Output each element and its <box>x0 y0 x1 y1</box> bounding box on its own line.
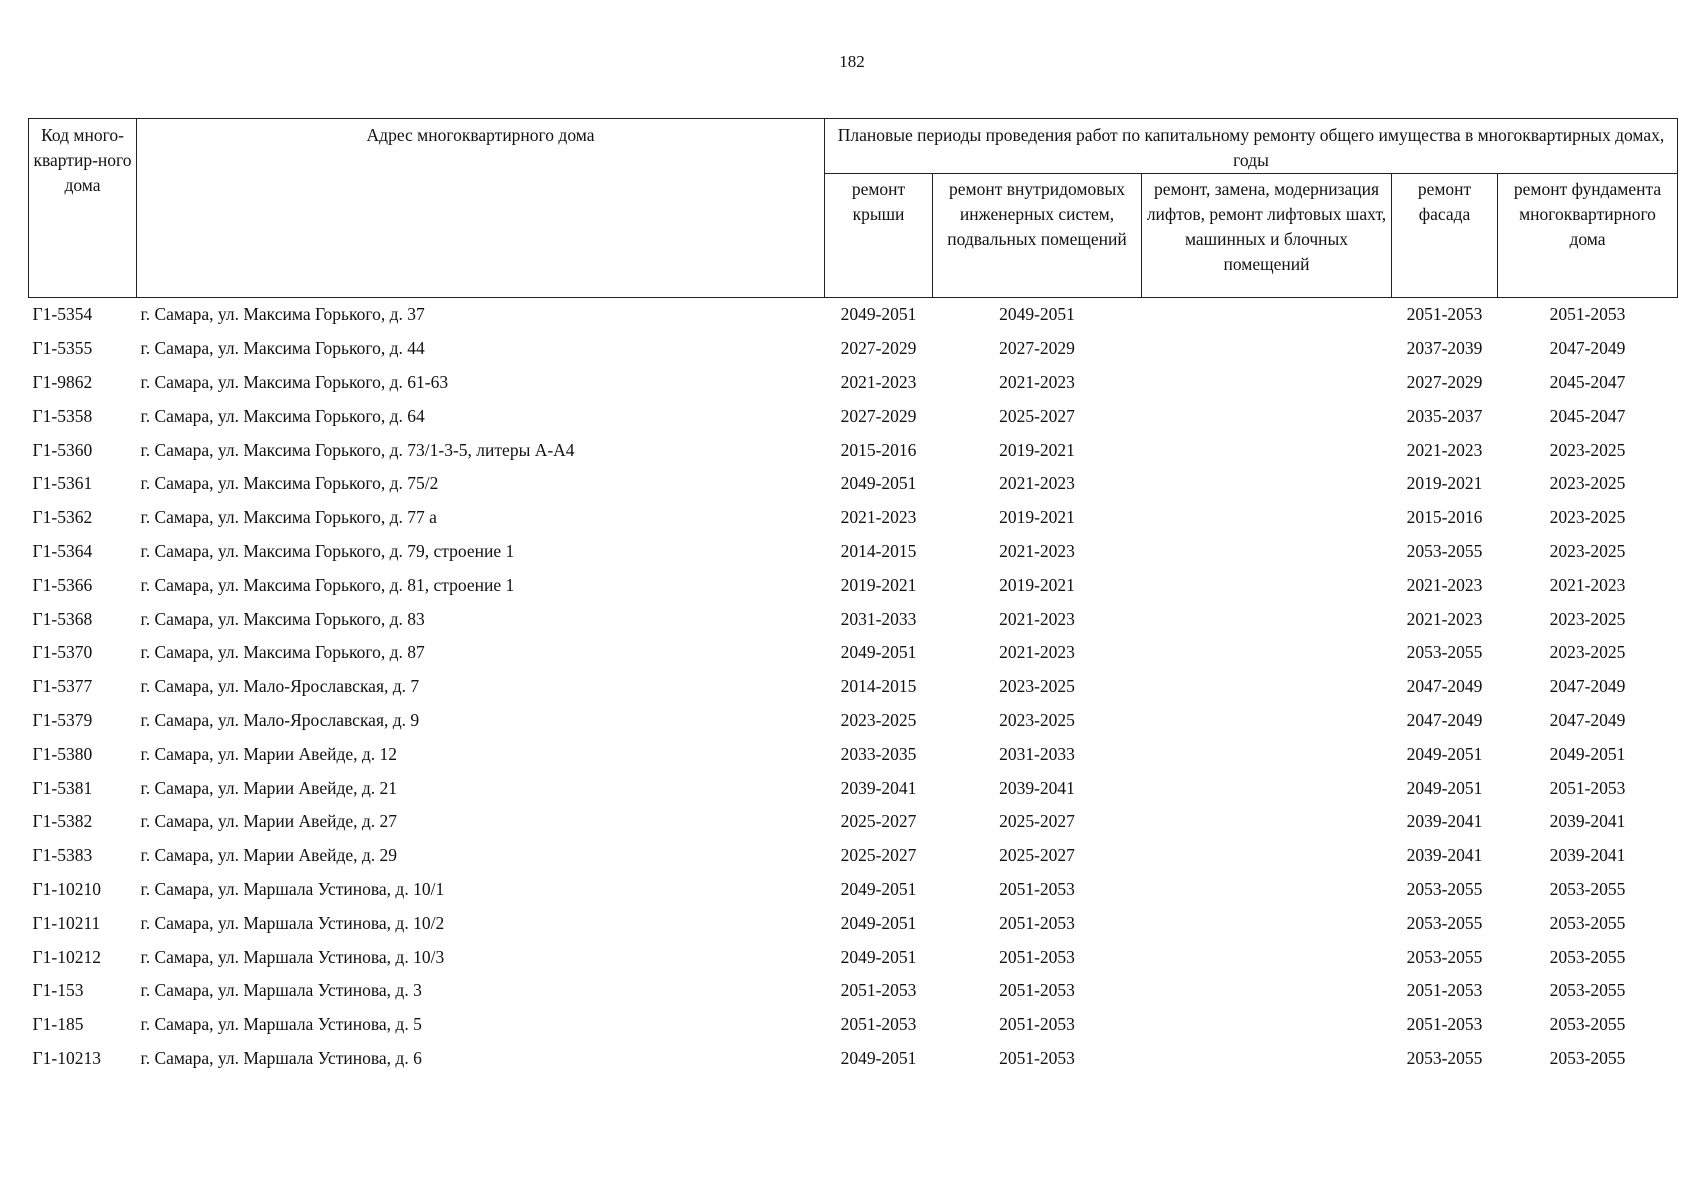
table-row <box>29 771 1678 805</box>
cell-address: г. Самара, ул. Марии Авейде, д. 12 <box>140 743 398 764</box>
cell-roof: 2049-2051 <box>840 912 917 933</box>
cell-elevators <box>1142 670 1392 704</box>
table-row <box>29 535 1678 569</box>
cell-roof: 2019-2021 <box>840 574 917 595</box>
cell-foundation: 2023-2025 <box>1549 507 1626 528</box>
cell-engineering: 2051-2053 <box>999 878 1075 899</box>
cell-roof: 2021-2023 <box>840 507 917 528</box>
cell-elevators <box>1142 906 1392 940</box>
cell-elevators <box>1142 366 1392 400</box>
cell-facade: 2021-2023 <box>1406 439 1483 460</box>
table-row <box>29 704 1678 738</box>
cell-roof: 2021-2023 <box>840 371 917 392</box>
cell-code: Г1-5380 <box>32 743 93 764</box>
cell-elevators <box>1142 771 1392 805</box>
cell-roof: 2025-2027 <box>840 845 917 866</box>
cell-code: Г1-5355 <box>32 338 93 359</box>
cell-elevators <box>1142 839 1392 873</box>
cell-address: г. Самара, ул. Максима Горького, д. 83 <box>140 608 425 629</box>
cell-address: г. Самара, ул. Максима Горького, д. 64 <box>140 405 425 426</box>
cell-elevators <box>1142 332 1392 366</box>
cell-address: г. Самара, ул. Маршала Устинова, д. 10/2 <box>140 912 445 933</box>
cell-code: Г1-5354 <box>32 304 93 325</box>
cell-foundation: 2051-2053 <box>1549 304 1626 325</box>
cell-engineering: 2021-2023 <box>999 540 1075 561</box>
table-row <box>29 670 1678 704</box>
cell-facade: 2021-2023 <box>1406 574 1483 595</box>
cell-code: Г1-5368 <box>32 608 93 629</box>
table-row <box>29 332 1678 366</box>
cell-roof: 2027-2029 <box>840 338 917 359</box>
cell-elevators <box>1142 805 1392 839</box>
cell-roof: 2033-2035 <box>840 743 917 764</box>
cell-engineering: 2023-2025 <box>999 676 1075 697</box>
header-code: Код много-квартир-ного дома <box>29 119 137 298</box>
cell-address: г. Самара, ул. Максима Горького, д. 79, строение 1 <box>140 540 515 561</box>
cell-engineering: 2039-2041 <box>999 777 1075 798</box>
header-roof: ремонт крыши <box>825 174 933 298</box>
cell-foundation: 2049-2051 <box>1549 743 1626 764</box>
cell-elevators <box>1142 704 1392 738</box>
cell-foundation: 2039-2041 <box>1549 845 1626 866</box>
cell-roof: 2031-2033 <box>840 608 917 629</box>
table-row <box>29 568 1678 602</box>
table-row <box>29 940 1678 974</box>
cell-engineering: 2019-2021 <box>999 574 1075 595</box>
cell-code: Г1-5382 <box>32 811 93 832</box>
cell-foundation: 2051-2053 <box>1549 777 1626 798</box>
table-row <box>29 737 1678 771</box>
cell-facade: 2053-2055 <box>1406 912 1483 933</box>
cell-address: г. Самара, ул. Маршала Устинова, д. 10/3 <box>140 946 445 967</box>
cell-code: Г1-10210 <box>32 878 101 899</box>
cell-facade: 2053-2055 <box>1406 878 1483 899</box>
cell-engineering: 2023-2025 <box>999 709 1075 730</box>
cell-code: Г1-5381 <box>32 777 93 798</box>
table-row <box>29 399 1678 433</box>
cell-engineering: 2051-2053 <box>999 912 1075 933</box>
cell-address: г. Самара, ул. Мало-Ярославская, д. 7 <box>140 676 420 697</box>
cell-roof: 2027-2029 <box>840 405 917 426</box>
cell-code: Г1-5366 <box>32 574 93 595</box>
table-row <box>29 467 1678 501</box>
cell-address: г. Самара, ул. Максима Горького, д. 75/2 <box>140 473 439 494</box>
cell-engineering: 2051-2053 <box>999 946 1075 967</box>
cell-elevators <box>1142 467 1392 501</box>
cell-roof: 2039-2041 <box>840 777 917 798</box>
cell-foundation: 2047-2049 <box>1549 338 1626 359</box>
cell-engineering: 2031-2033 <box>999 743 1075 764</box>
cell-roof: 2049-2051 <box>840 878 917 899</box>
cell-roof: 2049-2051 <box>840 473 917 494</box>
header-engineering: ремонт внутридомовых инженерных систем, подвальных помещений <box>933 174 1142 298</box>
table-row <box>29 366 1678 400</box>
cell-elevators <box>1142 873 1392 907</box>
cell-foundation: 2053-2055 <box>1549 1014 1626 1035</box>
cell-code: Г1-5383 <box>32 845 93 866</box>
cell-facade: 2051-2053 <box>1406 304 1483 325</box>
cell-facade: 2053-2055 <box>1406 946 1483 967</box>
cell-roof: 2025-2027 <box>840 811 917 832</box>
table-row <box>29 602 1678 636</box>
cell-address: г. Самара, ул. Максима Горького, д. 87 <box>140 642 425 663</box>
cell-roof: 2049-2051 <box>840 946 917 967</box>
cell-facade: 2035-2037 <box>1406 405 1483 426</box>
cell-foundation: 2053-2055 <box>1549 912 1626 933</box>
cell-foundation: 2045-2047 <box>1549 405 1626 426</box>
cell-engineering: 2021-2023 <box>999 473 1075 494</box>
header-periods: Плановые периоды проведения работ по капитальному ремонту общего имущества в многоквартирных домах, годы <box>825 119 1678 174</box>
cell-address: г. Самара, ул. Марии Авейде, д. 27 <box>140 811 398 832</box>
cell-code: Г1-5364 <box>32 540 93 561</box>
cell-engineering: 2051-2053 <box>999 980 1075 1001</box>
cell-engineering: 2049-2051 <box>999 304 1075 325</box>
cell-elevators <box>1142 1008 1392 1042</box>
cell-facade: 2039-2041 <box>1406 845 1483 866</box>
cell-facade: 2047-2049 <box>1406 676 1483 697</box>
cell-address: г. Самара, ул. Марии Авейде, д. 21 <box>140 777 398 798</box>
cell-code: Г1-5370 <box>32 642 93 663</box>
cell-address: г. Самара, ул. Маршала Устинова, д. 5 <box>140 1014 422 1035</box>
cell-address: г. Самара, ул. Максима Горького, д. 81, строение 1 <box>140 574 515 595</box>
cell-foundation: 2045-2047 <box>1549 371 1626 392</box>
cell-roof: 2023-2025 <box>840 709 917 730</box>
table-row <box>29 839 1678 873</box>
cell-code: Г1-9862 <box>32 371 93 392</box>
table-row <box>29 873 1678 907</box>
cell-elevators <box>1142 399 1392 433</box>
cell-elevators <box>1142 602 1392 636</box>
cell-elevators <box>1142 433 1392 467</box>
cell-address: г. Самара, ул. Марии Авейде, д. 29 <box>140 845 398 866</box>
table-row <box>29 636 1678 670</box>
cell-engineering: 2051-2053 <box>999 1047 1075 1068</box>
cell-facade: 2051-2053 <box>1406 980 1483 1001</box>
cell-code: Г1-5362 <box>32 507 93 528</box>
table-row <box>29 433 1678 467</box>
table-body <box>29 298 1678 1076</box>
cell-elevators <box>1142 974 1392 1008</box>
cell-engineering: 2051-2053 <box>999 1014 1075 1035</box>
cell-address: г. Самара, ул. Маршала Устинова, д. 10/1 <box>140 878 445 899</box>
cell-roof: 2051-2053 <box>840 980 917 1001</box>
cell-address: г. Самара, ул. Мало-Ярославская, д. 9 <box>140 709 420 730</box>
cell-foundation: 2047-2049 <box>1549 709 1626 730</box>
table-row <box>29 906 1678 940</box>
cell-foundation: 2039-2041 <box>1549 811 1626 832</box>
cell-roof: 2015-2016 <box>840 439 917 460</box>
cell-code: Г1-10213 <box>32 1047 101 1068</box>
cell-engineering: 2021-2023 <box>999 608 1075 629</box>
cell-address: г. Самара, ул. Максима Горького, д. 44 <box>140 338 425 359</box>
cell-code: Г1-185 <box>32 1014 84 1035</box>
cell-facade: 2021-2023 <box>1406 608 1483 629</box>
header-facade: ремонт фасада <box>1392 174 1498 298</box>
cell-engineering: 2025-2027 <box>999 811 1075 832</box>
cell-foundation: 2053-2055 <box>1549 878 1626 899</box>
cell-code: Г1-5377 <box>32 676 93 697</box>
cell-code: Г1-10212 <box>32 946 101 967</box>
cell-foundation: 2053-2055 <box>1549 946 1626 967</box>
cell-elevators <box>1142 568 1392 602</box>
cell-address: г. Самара, ул. Максима Горького, д. 61-63 <box>140 371 449 392</box>
cell-foundation: 2023-2025 <box>1549 608 1626 629</box>
cell-foundation: 2021-2023 <box>1549 574 1626 595</box>
cell-code: Г1-153 <box>32 980 84 1001</box>
cell-facade: 2039-2041 <box>1406 811 1483 832</box>
cell-elevators <box>1142 940 1392 974</box>
cell-code: Г1-10211 <box>32 912 101 933</box>
table-row <box>29 501 1678 535</box>
cell-foundation: 2053-2055 <box>1549 1047 1626 1068</box>
cell-engineering: 2025-2027 <box>999 845 1075 866</box>
cell-engineering: 2027-2029 <box>999 338 1075 359</box>
cell-facade: 2019-2021 <box>1406 473 1483 494</box>
cell-engineering: 2021-2023 <box>999 371 1075 392</box>
cell-engineering: 2019-2021 <box>999 439 1075 460</box>
repair-plan-table <box>28 118 1678 1075</box>
cell-facade: 2051-2053 <box>1406 1014 1483 1035</box>
cell-engineering: 2021-2023 <box>999 642 1075 663</box>
cell-code: Г1-5361 <box>32 473 93 494</box>
table-header <box>29 119 1678 298</box>
cell-elevators <box>1142 501 1392 535</box>
cell-facade: 2037-2039 <box>1406 338 1483 359</box>
cell-elevators <box>1142 298 1392 332</box>
cell-code: Г1-5358 <box>32 405 93 426</box>
table-row <box>29 1042 1678 1076</box>
cell-address: г. Самара, ул. Маршала Устинова, д. 6 <box>140 1047 422 1068</box>
cell-facade: 2049-2051 <box>1406 777 1483 798</box>
cell-elevators <box>1142 1042 1392 1076</box>
cell-elevators <box>1142 535 1392 569</box>
cell-engineering: 2019-2021 <box>999 507 1075 528</box>
cell-facade: 2049-2051 <box>1406 743 1483 764</box>
cell-address: г. Самара, ул. Маршала Устинова, д. 3 <box>140 980 422 1001</box>
cell-facade: 2053-2055 <box>1406 1047 1483 1068</box>
cell-elevators <box>1142 737 1392 771</box>
cell-roof: 2051-2053 <box>840 1014 917 1035</box>
cell-foundation: 2023-2025 <box>1549 642 1626 663</box>
cell-address: г. Самара, ул. Максима Горького, д. 73/1-3-5, литеры А-А4 <box>140 439 575 460</box>
cell-code: Г1-5379 <box>32 709 93 730</box>
cell-roof: 2049-2051 <box>840 304 917 325</box>
cell-foundation: 2047-2049 <box>1549 676 1626 697</box>
header-elevators: ремонт, замена, модернизация лифтов, ремонт лифтовых шахт, машинных и блочных помещений <box>1142 174 1392 298</box>
table-row <box>29 1008 1678 1042</box>
cell-foundation: 2053-2055 <box>1549 980 1626 1001</box>
cell-roof: 2049-2051 <box>840 642 917 663</box>
cell-roof: 2014-2015 <box>840 540 917 561</box>
cell-facade: 2015-2016 <box>1406 507 1483 528</box>
page-number: 182 <box>839 52 865 71</box>
table-row <box>29 298 1678 332</box>
cell-code: Г1-5360 <box>32 439 93 460</box>
cell-facade: 2047-2049 <box>1406 709 1483 730</box>
cell-facade: 2053-2055 <box>1406 540 1483 561</box>
cell-roof: 2049-2051 <box>840 1047 917 1068</box>
cell-elevators <box>1142 636 1392 670</box>
header-foundation: ремонт фундамента многоквартирного дома <box>1498 174 1678 298</box>
cell-address: г. Самара, ул. Максима Горького, д. 77 а <box>140 507 437 528</box>
cell-engineering: 2025-2027 <box>999 405 1075 426</box>
cell-foundation: 2023-2025 <box>1549 473 1626 494</box>
cell-address: г. Самара, ул. Максима Горького, д. 37 <box>140 304 425 325</box>
cell-foundation: 2023-2025 <box>1549 540 1626 561</box>
cell-facade: 2053-2055 <box>1406 642 1483 663</box>
header-address: Адрес многоквартирного дома <box>137 119 825 298</box>
table-row <box>29 805 1678 839</box>
cell-roof: 2014-2015 <box>840 676 917 697</box>
cell-facade: 2027-2029 <box>1406 371 1483 392</box>
cell-foundation: 2023-2025 <box>1549 439 1626 460</box>
table-row <box>29 974 1678 1008</box>
